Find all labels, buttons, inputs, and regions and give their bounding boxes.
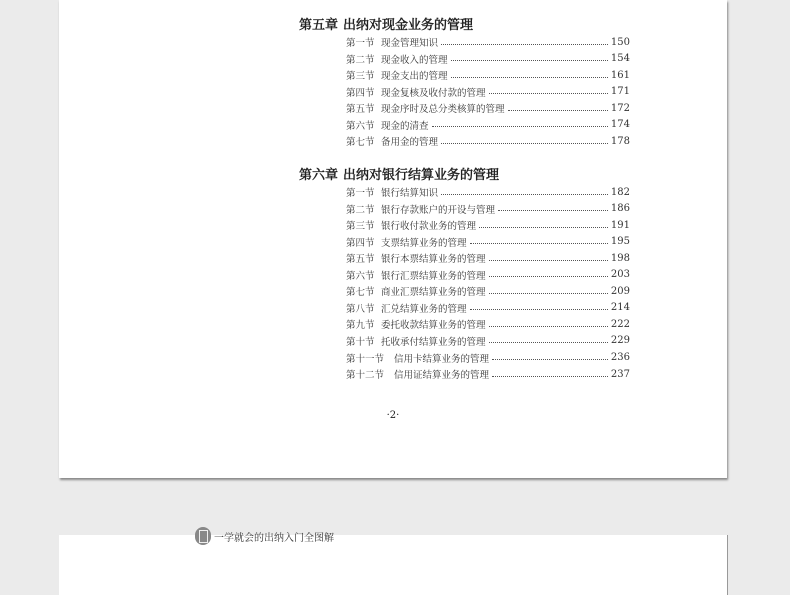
section-page: 214 [610, 302, 630, 314]
section-page: 154 [610, 53, 630, 65]
section-title: 商业汇票结算业务的管理 [381, 287, 486, 299]
section-label: 第一节 [346, 38, 375, 49]
section-title: 支票结算业务的管理 [381, 237, 467, 249]
section-label: 第九节 [346, 320, 375, 332]
section-label: 第八节 [346, 303, 375, 315]
section-label: 第四节 [346, 237, 375, 249]
section-label: 第二节 [346, 204, 375, 216]
section-label: 第十节 [346, 336, 375, 348]
dot-leader [489, 93, 608, 94]
book-icon [195, 527, 211, 545]
section-page: 198 [610, 252, 630, 264]
next-page [59, 535, 728, 595]
toc-entry[interactable] [346, 184, 630, 200]
section-page: 236 [610, 352, 630, 363]
toc-entry[interactable] [346, 267, 630, 283]
section-page: 174 [610, 119, 630, 131]
section-title: 现金支出的管理 [381, 71, 448, 83]
running-header-title: 一学就会的出纳入门全图解 [214, 532, 334, 544]
section-title: 银行收付款业务的管理 [381, 221, 477, 233]
chapter-title: 出纳对银行结算业务的管理 [343, 168, 500, 183]
toc-entry[interactable] [346, 234, 630, 250]
toc-entry[interactable] [346, 217, 630, 233]
dot-leader [489, 293, 608, 294]
section-title: 银行汇票结算业务的管理 [381, 270, 486, 282]
section-label: 第一节 [346, 188, 375, 199]
toc-entry[interactable] [346, 316, 630, 332]
section-title: 现金复核及收付款的管理 [381, 87, 486, 99]
section-label: 第四节 [346, 87, 375, 99]
toc-entry[interactable] [346, 51, 630, 67]
section-title: 现金的清查 [381, 120, 429, 132]
toc-entry[interactable] [346, 34, 630, 50]
chapter-title: 出纳对现金业务的管理 [343, 18, 474, 33]
section-page: 203 [610, 269, 630, 281]
section-label: 第五节 [346, 104, 375, 116]
section-label: 第三节 [346, 71, 375, 83]
dot-leader [492, 376, 608, 377]
section-label: 第六节 [346, 120, 375, 132]
dot-leader [441, 44, 608, 45]
dot-leader [508, 110, 608, 111]
dot-leader [489, 276, 608, 277]
toc-entry[interactable] [346, 333, 630, 349]
running-header [195, 527, 334, 545]
toc-entry[interactable] [346, 84, 630, 100]
toc-entry[interactable] [346, 250, 630, 266]
section-label: 第七节 [346, 137, 375, 149]
dot-leader [498, 210, 608, 211]
section-title: 现金收入的管理 [381, 54, 448, 66]
section-title: 托收承付结算业务的管理 [381, 336, 486, 348]
section-page: 161 [610, 69, 630, 81]
dot-leader [470, 309, 608, 310]
section-page: 171 [610, 86, 630, 98]
section-page: 191 [610, 219, 630, 231]
dot-leader [441, 194, 608, 195]
dot-leader [432, 126, 608, 127]
toc-entry[interactable] [346, 350, 630, 366]
chapter-heading [299, 164, 499, 183]
section-page: 195 [610, 236, 630, 248]
dot-leader [489, 326, 608, 327]
section-label: 第七节 [346, 287, 375, 299]
toc-entry[interactable] [346, 100, 630, 116]
dot-leader [479, 227, 608, 228]
section-label: 第六节 [346, 270, 375, 282]
dot-leader [489, 342, 608, 343]
section-title: 银行本票结算业务的管理 [381, 254, 486, 266]
section-page: 182 [610, 186, 630, 198]
page-number: ·2· [386, 410, 400, 421]
section-title: 现金序时及总分类核算的管理 [381, 104, 505, 116]
dot-leader [451, 77, 608, 78]
section-title: 银行结算知识 [381, 188, 439, 199]
section-title: 备用金的管理 [381, 137, 439, 149]
toc-entry[interactable] [346, 300, 630, 316]
toc-entry[interactable] [346, 283, 630, 299]
toc-entry[interactable] [346, 117, 630, 133]
dot-leader [492, 359, 608, 360]
dot-leader [489, 260, 608, 261]
section-title: 现金管理知识 [381, 38, 439, 49]
toc-page [59, 0, 727, 478]
section-label: 第十二节 [346, 370, 385, 382]
section-title: 信用卡结算业务的管理 [394, 353, 490, 365]
toc-entry[interactable] [346, 67, 630, 83]
section-title: 委托收款结算业务的管理 [381, 320, 486, 332]
section-page: 209 [610, 285, 630, 297]
section-title: 汇兑结算业务的管理 [381, 303, 467, 315]
dot-leader [470, 243, 608, 244]
section-page: 178 [610, 135, 630, 147]
toc-entry[interactable] [346, 201, 630, 217]
chapter-heading [299, 14, 473, 33]
section-page: 172 [610, 102, 630, 114]
section-page: 222 [610, 318, 630, 330]
chapter-number: 第六章 [299, 168, 339, 183]
section-label: 第二节 [346, 54, 375, 66]
dot-leader [451, 60, 608, 61]
section-page: 150 [610, 36, 630, 48]
section-label: 第十一节 [346, 353, 385, 365]
section-label: 第三节 [346, 221, 375, 233]
section-page: 229 [610, 335, 630, 347]
chapter-number: 第五章 [299, 18, 339, 33]
section-page: 186 [610, 203, 630, 215]
toc-entry[interactable] [346, 366, 630, 382]
section-title: 银行存款账户的开设与管理 [381, 204, 496, 216]
toc-entry[interactable] [346, 133, 630, 149]
section-page: 237 [610, 368, 630, 380]
section-title: 信用证结算业务的管理 [394, 370, 490, 382]
section-label: 第五节 [346, 254, 375, 266]
dot-leader [441, 143, 608, 144]
